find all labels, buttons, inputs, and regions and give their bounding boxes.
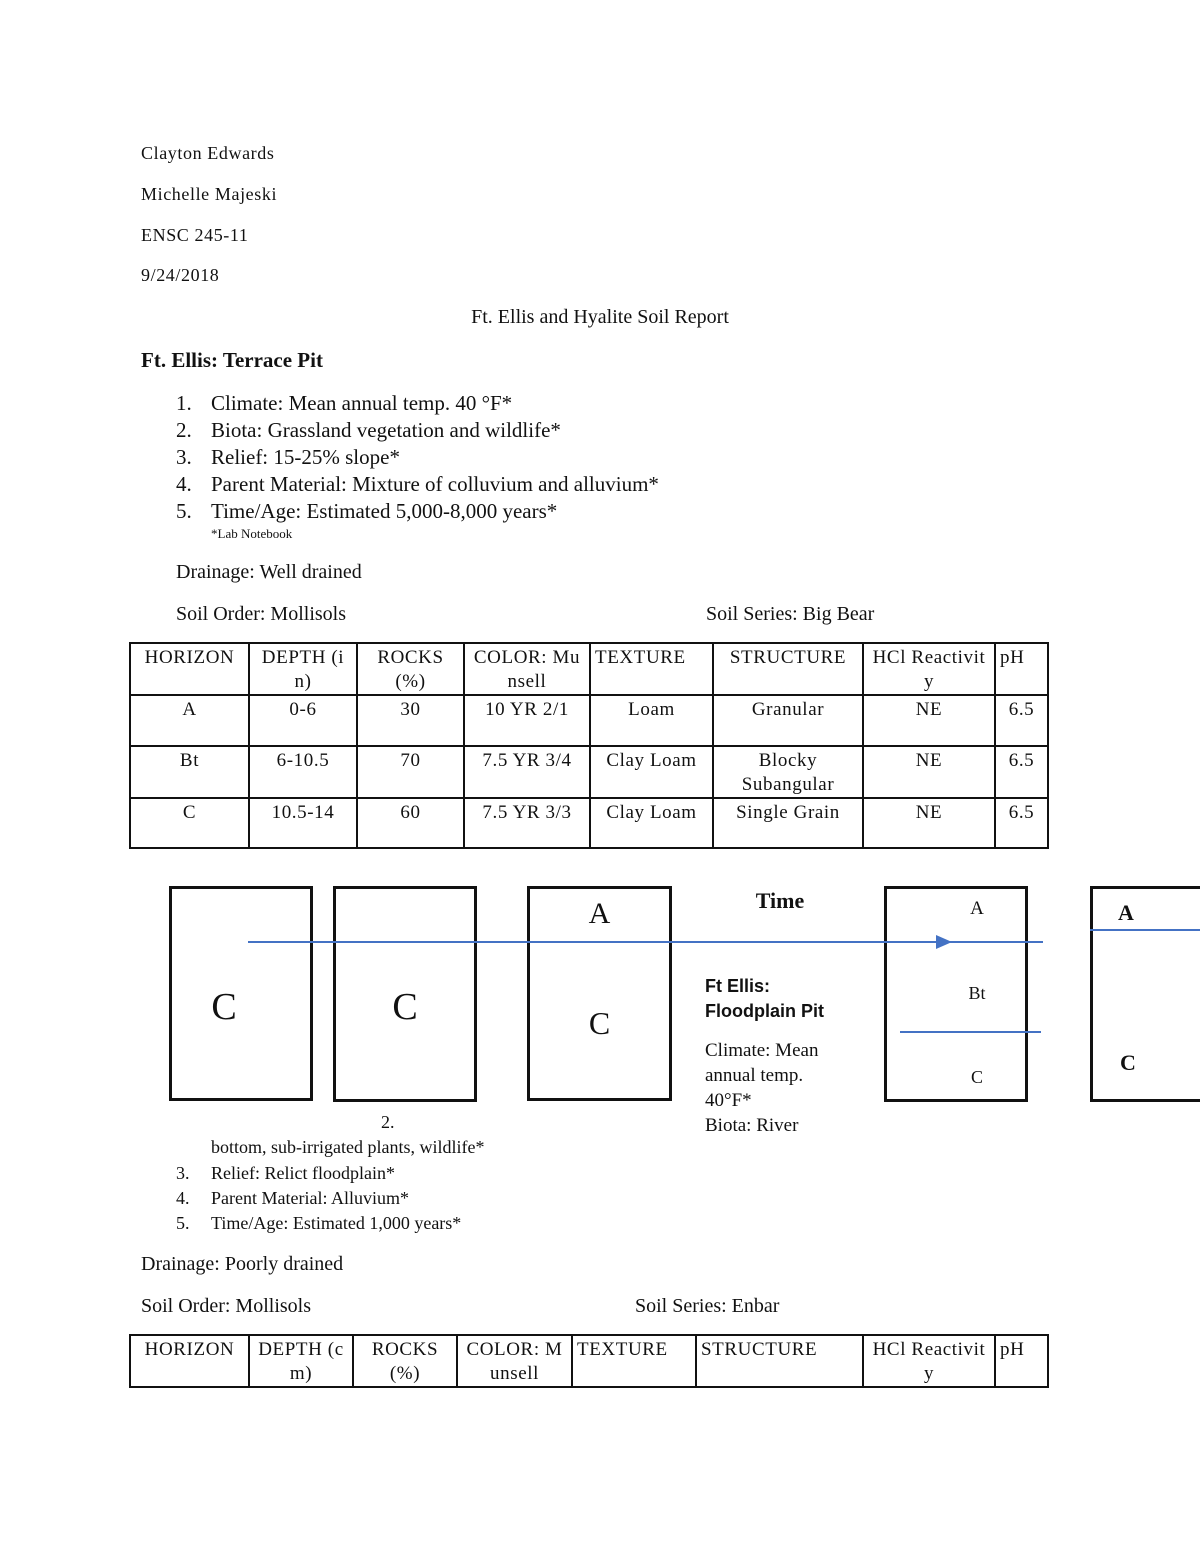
table-cell: C [130, 798, 249, 848]
header-cell: pH [995, 1335, 1048, 1387]
time-arrow-line [248, 941, 1043, 943]
header-cell: DEPTH (in) [249, 643, 357, 695]
course-code: ENSC 245-11 [141, 225, 249, 245]
terrace-factor-list [141, 390, 659, 525]
list-item: 5. Time/Age: Estimated 1,000 years* [176, 1213, 462, 1233]
list-item: 1. Climate: Mean annual temp. 40 °F* [176, 391, 513, 415]
table-cell: Blocky Subangular [713, 746, 863, 798]
header-cell: TEXTURE [590, 643, 713, 695]
profile-box-3-top-label: A [588, 897, 611, 930]
header-cell: ROCKS (%) [353, 1335, 457, 1387]
profile-box-3-bottom-label: C [588, 1005, 611, 1041]
header-cell: STRUCTURE [696, 1335, 863, 1387]
table-cell: 30 [357, 695, 464, 746]
floodplain-soil-table [129, 1334, 1049, 1388]
table-cell: A [130, 695, 249, 746]
table-cell: Granular [713, 695, 863, 746]
header-cell: TEXTURE [572, 1335, 696, 1387]
header-cell: pH [995, 643, 1048, 695]
list-item: 4. Parent Material: Alluvium* [176, 1188, 409, 1208]
floodplain-heading: Ft Ellis: Floodplain Pit [705, 976, 824, 1021]
floodplain-soil-series: Soil Series: Enbar [635, 1295, 780, 1317]
profile-box-5-bottom-label: C [1120, 1050, 1136, 1075]
profile-box-2-label: C [392, 986, 418, 1028]
table-cell: Clay Loam [590, 746, 713, 798]
table-cell: 6.5 [995, 695, 1048, 746]
table-cell: 10 YR 2/1 [464, 695, 590, 746]
profile-box-5 [1090, 886, 1200, 1102]
table-header-row [130, 1335, 1048, 1387]
table-cell: Loam [590, 695, 713, 746]
instructor-name: Michelle Majeski [141, 184, 278, 204]
table-cell: 10.5-14 [249, 798, 357, 848]
table-cell: 7.5 YR 3/4 [464, 746, 590, 798]
list-item: 3. Relief: 15-25% slope* [176, 445, 400, 469]
terrace-soil-order: Soil Order: Mollisols [176, 603, 347, 625]
arrow-head-icon [936, 935, 952, 949]
table-cell: 0-6 [249, 695, 357, 746]
list-item: 5. Time/Age: Estimated 5,000-8,000 years* [176, 499, 558, 523]
horizon-boundary-line [900, 1031, 1041, 1033]
table-cell: Bt [130, 746, 249, 798]
profile-box-1-label: C [211, 986, 237, 1028]
header-cell: COLOR: Munsell [464, 643, 590, 695]
table-cell: Clay Loam [590, 798, 713, 848]
profile-box-4-mid-label: Bt [968, 983, 986, 1003]
student-name: Clayton Edwards [141, 143, 275, 163]
terrace-heading: Ft. Ellis: Terrace Pit [141, 348, 323, 372]
floodplain-drainage: Drainage: Poorly drained [141, 1253, 344, 1275]
table-cell: NE [863, 798, 995, 848]
header-cell: HCl Reactivity [863, 1335, 995, 1387]
report-date: 9/24/2018 [141, 265, 220, 285]
header-cell: HORIZON [130, 643, 249, 695]
floodplain-item-2-number: 2. [381, 1112, 395, 1132]
terrace-drainage: Drainage: Well drained [176, 561, 362, 583]
table-cell: NE [863, 746, 995, 798]
header-cell: ROCKS (%) [357, 643, 464, 695]
terrace-soil-table [129, 642, 1049, 849]
table-cell: 70 [357, 746, 464, 798]
table-cell: Single Grain [713, 798, 863, 848]
table-cell: 6.5 [995, 746, 1048, 798]
floodplain-factor-list [141, 1161, 461, 1236]
header-cell: HORIZON [130, 1335, 249, 1387]
terrace-soil-series: Soil Series: Big Bear [706, 603, 875, 625]
floodplain-climate: Climate: Mean annual temp. 40°F* Biota: River [705, 1040, 819, 1136]
table-cell: NE [863, 695, 995, 746]
table-row [130, 695, 1048, 746]
table-row [130, 798, 1048, 848]
header-cell: HCl Reactivity [863, 643, 995, 695]
table-cell: 7.5 YR 3/3 [464, 798, 590, 848]
header-cell: DEPTH (cm) [249, 1335, 353, 1387]
table-cell: 6-10.5 [249, 746, 357, 798]
profile-box-4-bottom-label: C [970, 1067, 983, 1087]
horizon-boundary-line-box5 [1090, 929, 1200, 931]
floodplain-soil-order: Soil Order: Mollisols [141, 1295, 312, 1317]
table-cell: 6.5 [995, 798, 1048, 848]
table-cell: 60 [357, 798, 464, 848]
list-item: 2. Biota: Grassland vegetation and wildlife* [176, 418, 561, 442]
profile-box-4-top-label: A [970, 898, 984, 919]
profile-box-5-top-label: A [1118, 900, 1134, 925]
list-item: 4. Parent Material: Mixture of colluvium and alluvium* [176, 472, 659, 496]
table-row [130, 746, 1048, 798]
header-cell: STRUCTURE [713, 643, 863, 695]
lab-note: *Lab Notebook [211, 526, 293, 541]
header-cell: COLOR: Munsell [457, 1335, 572, 1387]
time-label: Time [755, 888, 805, 913]
floodplain-biota-continued: bottom, sub-irrigated plants, wildlife* [211, 1137, 485, 1157]
page-title: Ft. Ellis and Hyalite Soil Report [471, 306, 729, 328]
list-item: 3. Relief: Relict floodplain* [176, 1163, 395, 1183]
table-header-row [130, 643, 1048, 695]
